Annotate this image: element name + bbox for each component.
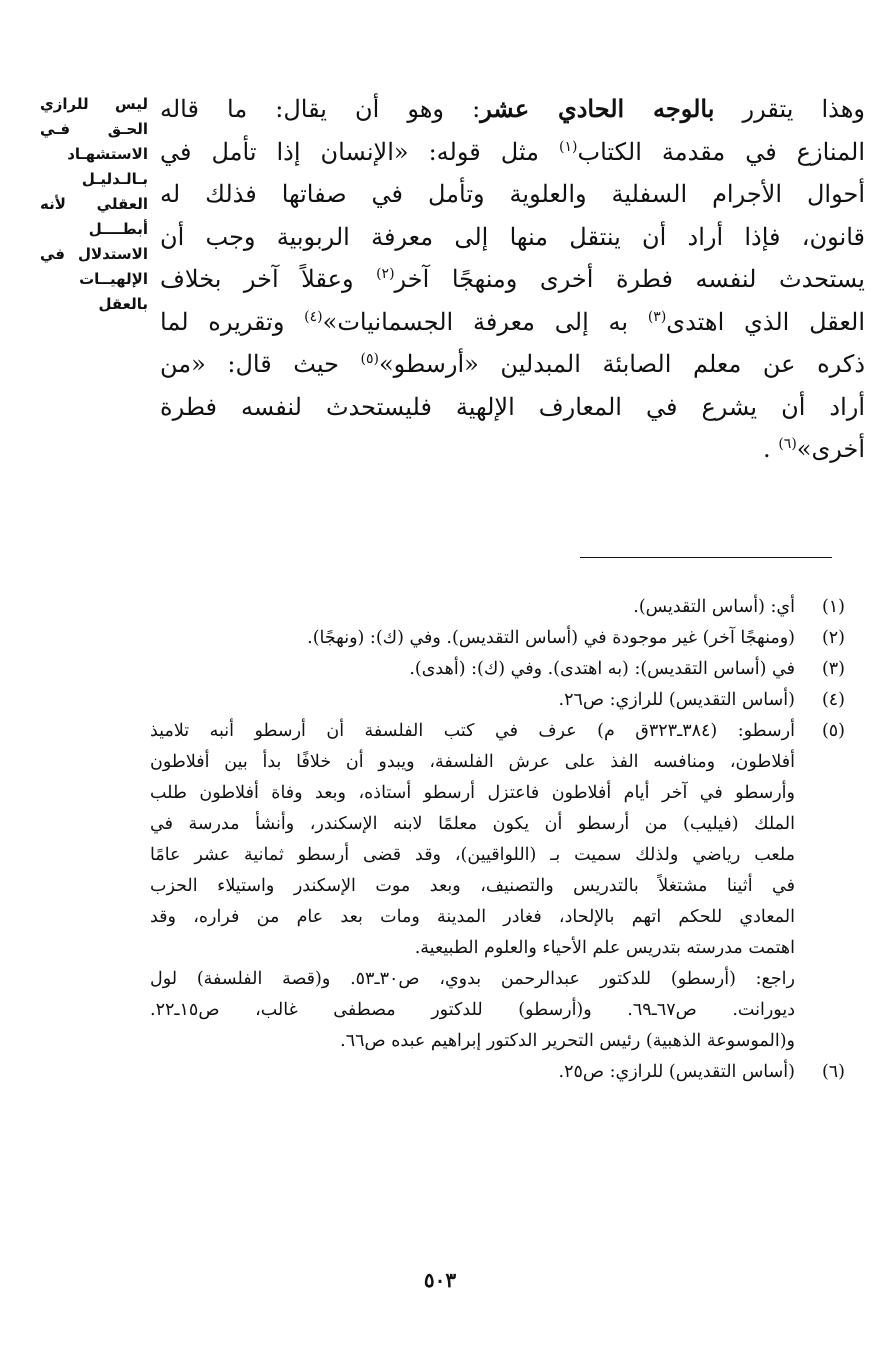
footnote-text: أي: (أساس التقديس). [633, 597, 795, 617]
footnotes [150, 592, 845, 1088]
footnote-line: أفلاطون، ومنافسه الفذ على عرش الفلسفة، ويبدو أن خلافًا بدأ بين أفلاطون [150, 752, 795, 772]
footnote-line: وأرسطو في آخر أيام أفلاطون فاعتزل أرسطو أستاذه، وبعد وفاة أفلاطون طلب [150, 783, 795, 803]
footnote-marker: (٥) [360, 351, 379, 367]
body-text: مثل قوله: «الإنسان إذا تأمل في [160, 137, 560, 166]
footnote-number: (٣) [821, 659, 845, 679]
footnote-marker: (١) [559, 138, 578, 155]
body-text: المنازع في مقدمة الكتاب [577, 137, 865, 166]
marginal-note-line: أبطــــل [88, 220, 148, 238]
marginal-note-line: بـالـدليـل [81, 170, 148, 188]
footnote-3 [150, 654, 845, 685]
footnote-marker: (٣) [647, 308, 667, 325]
body-line: أحوال الأجرام السفلية والعلوية وتأمل في صفاتها فذلك له [160, 180, 865, 208]
footnote-reference-line: راجع: (أرسطو) للدكتور عبدالرحمن بدوي، ص٣٠ـ٥٣. و(قصة الفلسفة) لول [150, 969, 795, 989]
footnote-line: اهتمت مدرسته بتدريس علم الأحياء والعلوم الطبيعية. [414, 938, 795, 958]
footnote-marker: (٤) [304, 308, 323, 325]
footnote-reference-line: و(الموسوعة الذهبية) رئيس التحرير الدكتور إبراهيم عبده ص٦٦. [340, 1031, 795, 1051]
body-text: أخرى» [796, 435, 865, 463]
body-line [160, 131, 865, 174]
body-paragraph [160, 88, 865, 471]
body-line [160, 258, 865, 301]
footnote-text: (أساس التقديس) للرازي: ص٢٦. [558, 690, 795, 710]
footnote-number: (٦) [821, 1062, 845, 1082]
body-text: ذكره عن معلم الصابئة المبدلين «أرسطو» [378, 350, 865, 378]
body-line: أراد أن يشرع في المعارف الإلهية فليستحدث لنفسه فطرة [160, 392, 865, 421]
bold-heading-phrase: بالوجه الحادي عشر [480, 94, 715, 123]
footnote-5 [150, 716, 845, 1057]
footnote-4 [150, 685, 845, 716]
body-text: حيث قال: «من [160, 350, 361, 378]
footnote-text: في (أساس التقديس): (به اهتدى). وفي (ك): (أهدى). [409, 659, 795, 679]
footnote-line: أرسطو: (٣٨٤ـ٣٢٣ق م) عرف في كتب الفلسفة أن أرسطو أنبه تلاميذ [150, 721, 795, 741]
body-line [160, 88, 865, 131]
footnote-2 [150, 623, 845, 654]
footnote-text [150, 716, 795, 1057]
footnote-marker: (٦) [778, 436, 797, 452]
page-number: ٥٠٣ [423, 1268, 457, 1292]
marginal-note [40, 92, 148, 317]
marginal-note-line: ليس للرازي [40, 95, 148, 113]
footnote-number: (٥) [821, 721, 845, 741]
body-text: : وهو أن يقال: ما قاله [160, 95, 481, 123]
marginal-note-line: بالعقل [98, 295, 148, 313]
marginal-note-line: الإلهيــات [79, 270, 148, 288]
body-text: به إلى معرفة الجسمانيات» [322, 307, 648, 336]
marginal-note-line: الحـق فـي [40, 120, 148, 138]
body-line [160, 343, 865, 386]
footnote-number: (٤) [821, 690, 845, 710]
body-text: وتقريره لما [160, 307, 305, 336]
marginal-note-line: العقلي لأنه [40, 195, 148, 213]
footnote-number: (٢) [821, 628, 845, 648]
footnote-reference-line: ديورانت. ص٦٧ـ٦٩. و(أرسطو) للدكتور مصطفى غالب، ص١٥ـ٢٢. [150, 1000, 795, 1020]
footnote-line: في أثينا مشتغلاً بالتدريس والتصنيف، وبعد موت الإسكندر واستيلاء الحزب [150, 876, 795, 896]
footnote-text: (ومنهجًا آخر) غير موجودة في (أساس التقديس). وفي (ك): (ونهجًا). [307, 628, 795, 648]
body-text: العقل الذي اهتدى [666, 307, 865, 336]
footnote-separator [580, 557, 832, 558]
body-line: قانون، فإذا أراد أن ينتقل منها إلى معرفة الربوبية وجب أن [160, 222, 865, 251]
footnote-text: (أساس التقديس) للرازي: ص٢٥. [558, 1062, 795, 1082]
body-text: وعقلاً آخر بخلاف [160, 265, 377, 293]
body-text: . [763, 435, 779, 463]
body-line [160, 428, 865, 471]
footnote-1 [150, 592, 845, 623]
marginal-note-line: الاستشهـاد [67, 145, 148, 163]
body-text: وهذا يتقرر [714, 95, 865, 123]
body-line [160, 301, 865, 344]
body-text: يستحدث لنفسه فطرة أخرى ومنهجًا آخر [394, 265, 865, 293]
footnote-marker: (٢) [376, 266, 395, 282]
marginal-note-line: الاستدلال في [40, 245, 148, 263]
footnote-line: الملك (فيليب) من أرسطو أن يكون معلمًا لابنه الإسكندر، وأنشأ مدرسة في [150, 814, 795, 834]
footnote-line: المعادي للحكم اتهم بالإلحاد، فغادر المدينة ومات بعد عام من فراره، وقد [150, 907, 795, 927]
footnote-6 [150, 1057, 845, 1088]
footnote-number: (١) [821, 597, 845, 617]
footnote-line: ملعب رياضي ولذلك سميت بـ (اللواقيين)، وقد قضى أرسطو ثمانية عشر عامًا [150, 845, 795, 865]
